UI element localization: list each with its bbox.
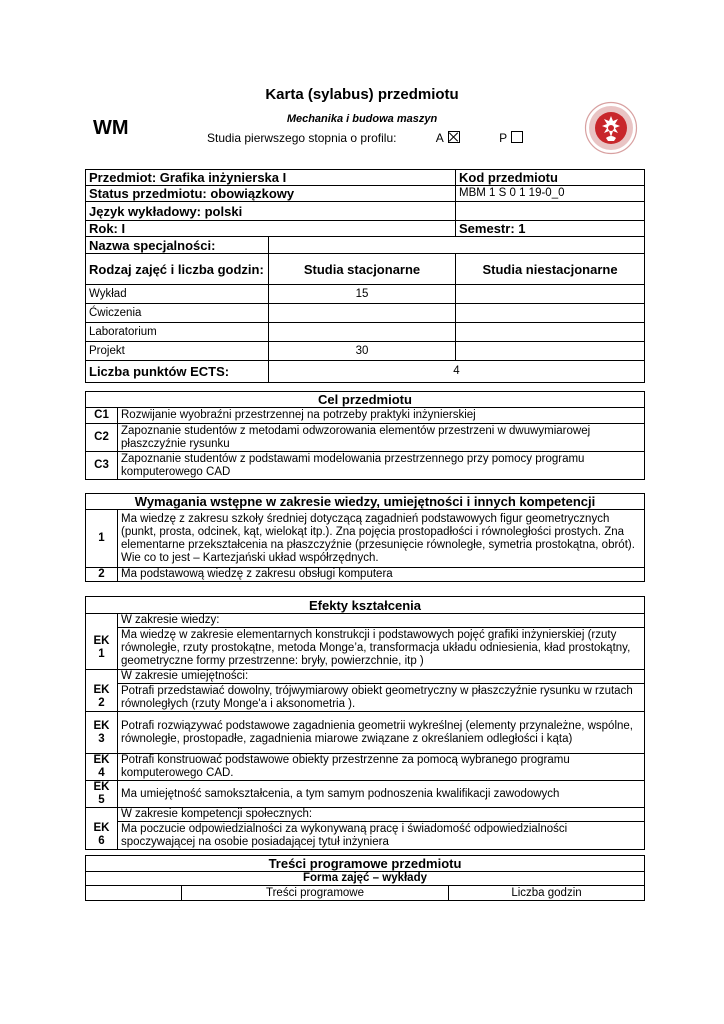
profile-p-label: P [499, 131, 508, 145]
table-row [86, 754, 645, 781]
table-row [86, 408, 645, 424]
outcome-text: Potrafi rozwiązywać podstawowe zagadnienia geometrii wykreślnej (elementy przynależne, wspólne, równoległe, prostopadłe, zagadnienia miarowe związane z określaniem odległości i kąta) [118, 712, 645, 754]
empty-cell [86, 670, 118, 684]
prerequisite-code: 1 [86, 510, 118, 568]
knowledge-label: W zakresie wiedzy: [118, 614, 645, 628]
goal-code: C3 [86, 452, 118, 480]
ects-value: 4 [269, 361, 645, 383]
specialization-value [269, 237, 645, 254]
goal-text: Zapoznanie studentów z podstawami modelowania przestrzennego przy pomocy programu komputerowego CAD [118, 452, 645, 480]
goal-code: C1 [86, 408, 118, 424]
checkbox-empty-icon[interactable] [511, 131, 523, 143]
outcome-text: Ma umiejętność samokształcenia, a tym samym podnoszenia kwalifikacji zawodowych [118, 781, 645, 808]
outcome-text: Ma poczucie odpowiedzialności za wykonywaną pracę i świadomość odpowiedzialności spoczywającej na osobie posiadającej tytuł inżyniera [118, 822, 645, 850]
class-name: Wykład [86, 285, 269, 304]
class-form: Forma zajęć – wykłady [86, 872, 645, 886]
outcome-text: Ma wiedzę w zakresie elementarnych konstrukcji i podstawowych pojęć grafiki inżynierskiej (rzuty równoległe, rzuty prostokątne, metoda Monge’a, transformacja układu odniesienia, kład prostokątny, geometryczne formy przestrzenne: bryły, powierzchnie, itp ) [118, 628, 645, 670]
prerequisite-text: Ma wiedzę z zakresu szkoły średniej dotyczącą zagadnień podstawowych figur geometrycznych (punkt, prosta, odcinek, kąt, wielokąt itp.). Zna pojęcia prostopadłości i równoległości prostych. Zna elementarne przekształcenia na płaszczyźnie (przesunięcie równoległe, symetria prostokątna, obrót). Wie co to jest – Kartezjański układ współrzędnych. [118, 510, 645, 568]
outcome-code: EK 4 [86, 754, 118, 781]
year: Rok: I [86, 221, 456, 237]
goals-title: Cel przedmiotu [86, 392, 645, 408]
outcomes-table [85, 596, 645, 850]
subject-name: Przedmiot: Grafika inżynierska I [86, 170, 456, 186]
part-time-hours [456, 342, 645, 361]
hours-column-header: Liczba godzin [449, 886, 645, 901]
table-row [86, 323, 645, 342]
table-row [86, 568, 645, 582]
skills-label: W zakresie umiejętności: [118, 670, 645, 684]
table-row [86, 285, 645, 304]
program-content-table [85, 855, 645, 901]
table-row [86, 304, 645, 323]
goal-text: Rozwijanie wyobraźni przestrzennej na potrzeby praktyki inżynierskiej [118, 408, 645, 424]
full-time-hours: 30 [269, 342, 456, 361]
table-row [86, 712, 645, 754]
prerequisite-code: 2 [86, 568, 118, 582]
outcomes-title: Efekty kształcenia [86, 597, 645, 614]
table-row [86, 781, 645, 808]
class-name: Projekt [86, 342, 269, 361]
faculty-abbrev: WM [93, 117, 129, 139]
table-row [86, 452, 645, 480]
full-time-header: Studia stacjonarne [269, 254, 456, 285]
empty-cell [86, 614, 118, 628]
empty-cell [86, 886, 182, 901]
full-time-hours [269, 323, 456, 342]
specialization-label: Nazwa specjalności: [86, 237, 269, 254]
code-label: Kod przedmiotu [456, 170, 645, 186]
program-content-title: Treści programowe przedmiotu [86, 856, 645, 872]
outcome-text: Potrafi przedstawiać dowolny, trójwymiarowy obiekt geometryczny w płaszczyźnie rysunku w rzutach równoległych (rzuty Monge'a i aksonometria ). [118, 684, 645, 712]
profile-label: Studia pierwszego stopnia o profilu: [207, 131, 397, 145]
competences-label: W zakresie kompetencji społecznych: [118, 808, 645, 822]
full-time-hours [269, 304, 456, 323]
goal-text: Zapoznanie studentów z metodami odwzorowania elementów przestrzeni w dwuwymiarowej płaszczyźnie rysunku [118, 424, 645, 452]
table-row [86, 822, 645, 850]
checkbox-checked-icon[interactable] [448, 131, 460, 143]
table-row [86, 628, 645, 670]
empty-cell [456, 202, 645, 221]
table-row [86, 342, 645, 361]
part-time-hours [456, 323, 645, 342]
subject-status: Status przedmiotu: obowiązkowy [86, 186, 456, 202]
semester: Semestr: 1 [456, 221, 645, 237]
page-subtitle: Mechanika i budowa maszyn [286, 113, 438, 125]
table-row [86, 510, 645, 568]
class-type-label: Rodzaj zajęć i liczba godzin: [86, 254, 269, 285]
outcome-code: EK 6 [86, 822, 118, 850]
outcome-text: Potrafi konstruować podstawowe obiekty przestrzenne za pomocą wybranego programu komputerowego CAD. [118, 754, 645, 781]
table-row [86, 424, 645, 452]
table-row [86, 684, 645, 712]
university-seal-icon [584, 101, 638, 155]
page-title: Karta (sylabus) przedmiotu [265, 86, 459, 103]
profile-a-label: A [435, 131, 444, 145]
prerequisites-title: Wymagania wstępne w zakresie wiedzy, umiejętności i innych kompetencji [86, 494, 645, 510]
content-column-header: Treści programowe [182, 886, 449, 901]
ects-label: Liczba punktów ECTS: [86, 361, 269, 383]
profile-line [207, 131, 523, 145]
prerequisites-table [85, 493, 645, 582]
class-name: Ćwiczenia [86, 304, 269, 323]
code-value: MBM 1 S 0 1 19-0_0 [456, 186, 645, 202]
subject-table [85, 169, 645, 383]
lecture-language: Język wykładowy: polski [86, 202, 456, 221]
part-time-header: Studia niestacjonarne [456, 254, 645, 285]
part-time-hours [456, 285, 645, 304]
empty-cell [86, 808, 118, 822]
outcome-code: EK 2 [86, 684, 118, 712]
outcome-code: EK 5 [86, 781, 118, 808]
goal-code: C2 [86, 424, 118, 452]
prerequisite-text: Ma podstawową wiedzę z zakresu obsługi komputera [118, 568, 645, 582]
goals-table [85, 391, 645, 480]
class-name: Laboratorium [86, 323, 269, 342]
part-time-hours [456, 304, 645, 323]
outcome-code: EK 3 [86, 712, 118, 754]
outcome-code: EK 1 [86, 628, 118, 670]
full-time-hours: 15 [269, 285, 456, 304]
